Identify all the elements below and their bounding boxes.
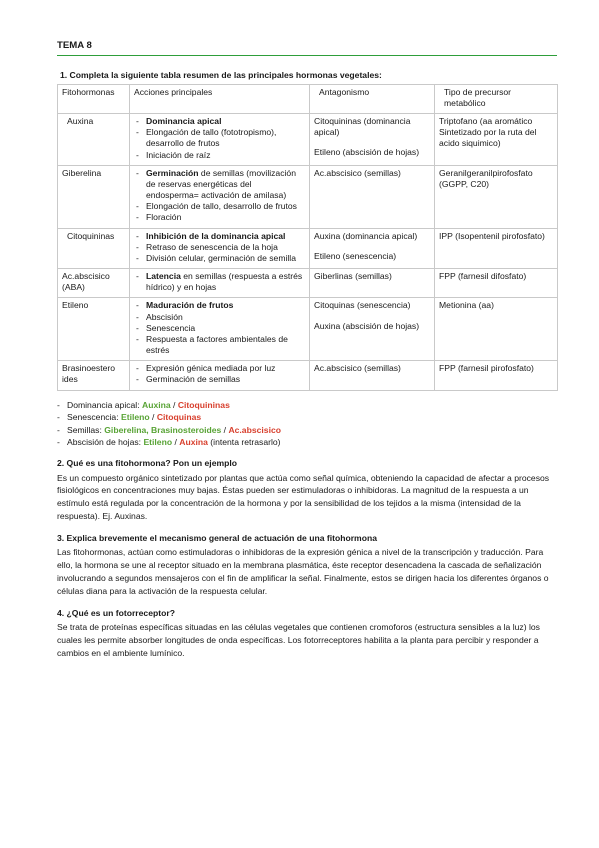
action-text: División celular, germinación de semilla: [146, 252, 296, 263]
antagonism-text: Etileno (senescencia): [314, 250, 397, 261]
legend-item: [57, 411, 557, 423]
document-page: [57, 40, 557, 660]
action-item: [134, 231, 305, 242]
action-highlight: Inhibición de la dominancia apical: [146, 230, 286, 241]
action-item: [134, 212, 305, 223]
table-row: [58, 165, 558, 228]
header-divider: [57, 55, 557, 56]
action-item: [134, 242, 305, 253]
action-item: [134, 323, 305, 334]
action-item: [134, 127, 305, 149]
question-4: [57, 608, 557, 660]
precursor-cell: IPP (Isopentenil pirofosfato): [435, 228, 558, 269]
action-highlight: Maduración de frutos: [146, 300, 234, 311]
precursor-cell: Triptofano (aa aromático Sintetizado por la ruta del acido siquimico): [435, 113, 558, 165]
legend-item: [57, 399, 557, 411]
action-text: Elongación de tallo, desarrollo de frutos: [146, 201, 297, 212]
action-text: Respuesta a factores ambientales de estrés: [146, 333, 288, 356]
table-row: [58, 298, 558, 361]
action-item: [134, 334, 305, 356]
actions-cell: [130, 361, 310, 390]
column-header: Fitohormonas: [58, 84, 130, 113]
hormone-name-cell: Ac.abscisico (ABA): [58, 269, 130, 298]
precursor-cell: Geranilgeranilpirofosfato (GGPP, C20): [435, 165, 558, 228]
legend-separator: /: [172, 436, 180, 447]
antagonism-cell: [310, 165, 435, 228]
page-header-title: TEMA 8: [57, 40, 92, 51]
antagonism-cell: [310, 298, 435, 361]
legend-item: [57, 424, 557, 436]
table-row: [58, 228, 558, 269]
hormone-name-cell: Citoquininas: [58, 228, 130, 269]
legend-antagonist: Citoquininas: [177, 399, 230, 410]
question-3-title: 3. Explica brevemente el mecanismo general de actuación de una fitohormona: [57, 533, 377, 544]
action-item: [134, 374, 305, 385]
antagonism-text: Citoquininas (dominancia apical): [314, 115, 411, 138]
legend-antagonist: Ac.abscisico: [228, 424, 281, 435]
precursor-cell: Metionina (aa): [435, 298, 558, 361]
column-header: Acciones principales: [130, 84, 310, 113]
precursor-cell: FPP (farnesil pirofosfato): [435, 361, 558, 390]
question-3: [57, 533, 557, 598]
action-item: [134, 271, 305, 293]
table-row: [58, 361, 558, 390]
actions-cell: [130, 269, 310, 298]
action-item: [134, 168, 305, 202]
actions-list: [134, 271, 305, 293]
action-text: Abscisión: [146, 311, 183, 322]
legend-promoter: Etileno: [120, 412, 150, 423]
action-highlight: Germinación: [146, 167, 199, 178]
actions-cell: [130, 165, 310, 228]
legend-promoter: Auxina: [142, 399, 171, 410]
table-header-row: [58, 84, 558, 113]
legend-separator: /: [221, 424, 229, 435]
antagonism-text: Auxina (abscisión de hojas): [314, 320, 420, 331]
column-header: Tipo de precursor metabólico: [435, 84, 558, 113]
actions-cell: [130, 298, 310, 361]
action-text: Expresión génica mediada por luz: [146, 363, 276, 374]
question-4-answer: Se trata de proteínas específicas situadas en las células vegetales que contienen cromoforos (estructura sensibles a la luz) los cuales les permite absorber longitudes de onda específicas. Los fotorreceptores habilita a la planta para percibir y responder a cambios en el ambiente lumínico.: [57, 622, 540, 658]
legend-label: Abscisión de hojas:: [67, 436, 144, 447]
actions-list: [134, 300, 305, 356]
hormones-table: [57, 84, 558, 391]
legend-note: (intenta retrasarlo): [207, 436, 281, 447]
legend-separator: /: [149, 412, 157, 423]
legend-item: [57, 436, 557, 448]
legend-label: Senescencia:: [67, 412, 121, 423]
action-item: [134, 253, 305, 264]
action-item: [134, 300, 305, 311]
antagonism-cell: [310, 228, 435, 269]
question-2-answer: Es un compuesto orgánico sintetizado por plantas que actúa como señal química, obteniendo la capacidad de afectar a procesos fisiológicos en concentraciones muy bajas. Éstas pueden ser estimuladoras o inhibidoras. La magnitud de la respuesta a un estímulo está regulada por la concentración de la hormona y por la sensibilidad de los tejidos a la misma (intensidad de la respuesta). Ej. Auxinas.: [57, 472, 550, 522]
hormone-name-cell: Auxina: [58, 113, 130, 165]
action-highlight: Dominancia apical: [146, 115, 222, 126]
question-1-title: 1. Completa la siguiente tabla resumen de las principales hormonas vegetales:: [60, 70, 382, 81]
actions-cell: [130, 113, 310, 165]
antagonism-cell: [310, 361, 435, 390]
antagonism-text: Ac.abscisico (semillas): [314, 363, 401, 374]
action-text: Elongación de tallo (fototropismo), desarrollo de frutos: [146, 127, 277, 149]
action-item: [134, 312, 305, 323]
action-text: Floración: [146, 212, 182, 223]
antagonism-cell: [310, 269, 435, 298]
action-item: [134, 363, 305, 374]
action-text: de semillas (movilización de reservas energéticas del endosperma= activación de amilasa): [146, 167, 296, 201]
action-highlight: Latencia: [146, 271, 181, 282]
legend-promoter: Giberelina, Brasinosteroides: [104, 424, 222, 435]
antagonism-text: Citoquinas (senescencia): [314, 300, 411, 311]
legend-label: Dominancia apical:: [67, 399, 142, 410]
action-text: Iniciación de raíz: [146, 149, 211, 160]
table-row: [58, 113, 558, 165]
action-text: Germinación de semillas: [146, 374, 241, 385]
question-2: [57, 458, 557, 523]
legend-promoter: Etileno: [143, 436, 173, 447]
column-header: Antagonismo: [310, 84, 435, 113]
hormone-name-cell: Brasinoestero ides: [58, 361, 130, 390]
antagonism-cell: [310, 113, 435, 165]
action-item: [134, 201, 305, 212]
antagonism-text: Giberlinas (semillas): [314, 271, 392, 282]
action-text: en semillas (respuesta a estrés hídrico) y en hojas: [146, 271, 303, 293]
action-text: Retraso de senescencia de la hoja: [146, 241, 278, 252]
hormone-name-cell: Giberelina: [58, 165, 130, 228]
legend-antagonist: Auxina: [179, 436, 208, 447]
legend-antagonist: Citoquinas: [156, 412, 202, 423]
action-item: [134, 116, 305, 127]
action-item: [134, 150, 305, 161]
legend-separator: /: [170, 399, 178, 410]
actions-list: [134, 168, 305, 224]
legend-label: Semillas:: [67, 424, 105, 435]
actions-list: [134, 231, 305, 265]
question-2-title: 2. Qué es una fitohormona? Pon un ejemplo: [57, 458, 238, 469]
actions-cell: [130, 228, 310, 269]
question-4-title: 4. ¿Qué es un fotorreceptor?: [57, 607, 175, 618]
question-3-answer: Las fitohormonas, actúan como estimuladoras o inhibidoras de la expresión génica a nivel de la transcripción y traducción. Para ello, la hormona se une al receptor situado en la membrana plasmática, éste receptor desencadena la cascada de señalización involucrando a segundos mensajeros con el fin de amplificar la señal. Finalmente, estos se dirigen hacia los diferentes órganos o células diana para la activación de la respuesta celular.: [57, 547, 549, 596]
antagonism-legend: [57, 399, 557, 449]
hormone-name-cell: Etileno: [58, 298, 130, 361]
table-row: [58, 269, 558, 298]
actions-list: [134, 116, 305, 161]
antagonism-text: Etileno (abscisión de hojas): [314, 147, 420, 158]
precursor-cell: FPP (farnesil difosfato): [435, 269, 558, 298]
action-text: Senescencia: [146, 322, 196, 333]
antagonism-text: Ac.abscisico (semillas): [314, 167, 401, 178]
actions-list: [134, 363, 305, 385]
antagonism-text: Auxina (dominancia apical): [314, 230, 418, 241]
